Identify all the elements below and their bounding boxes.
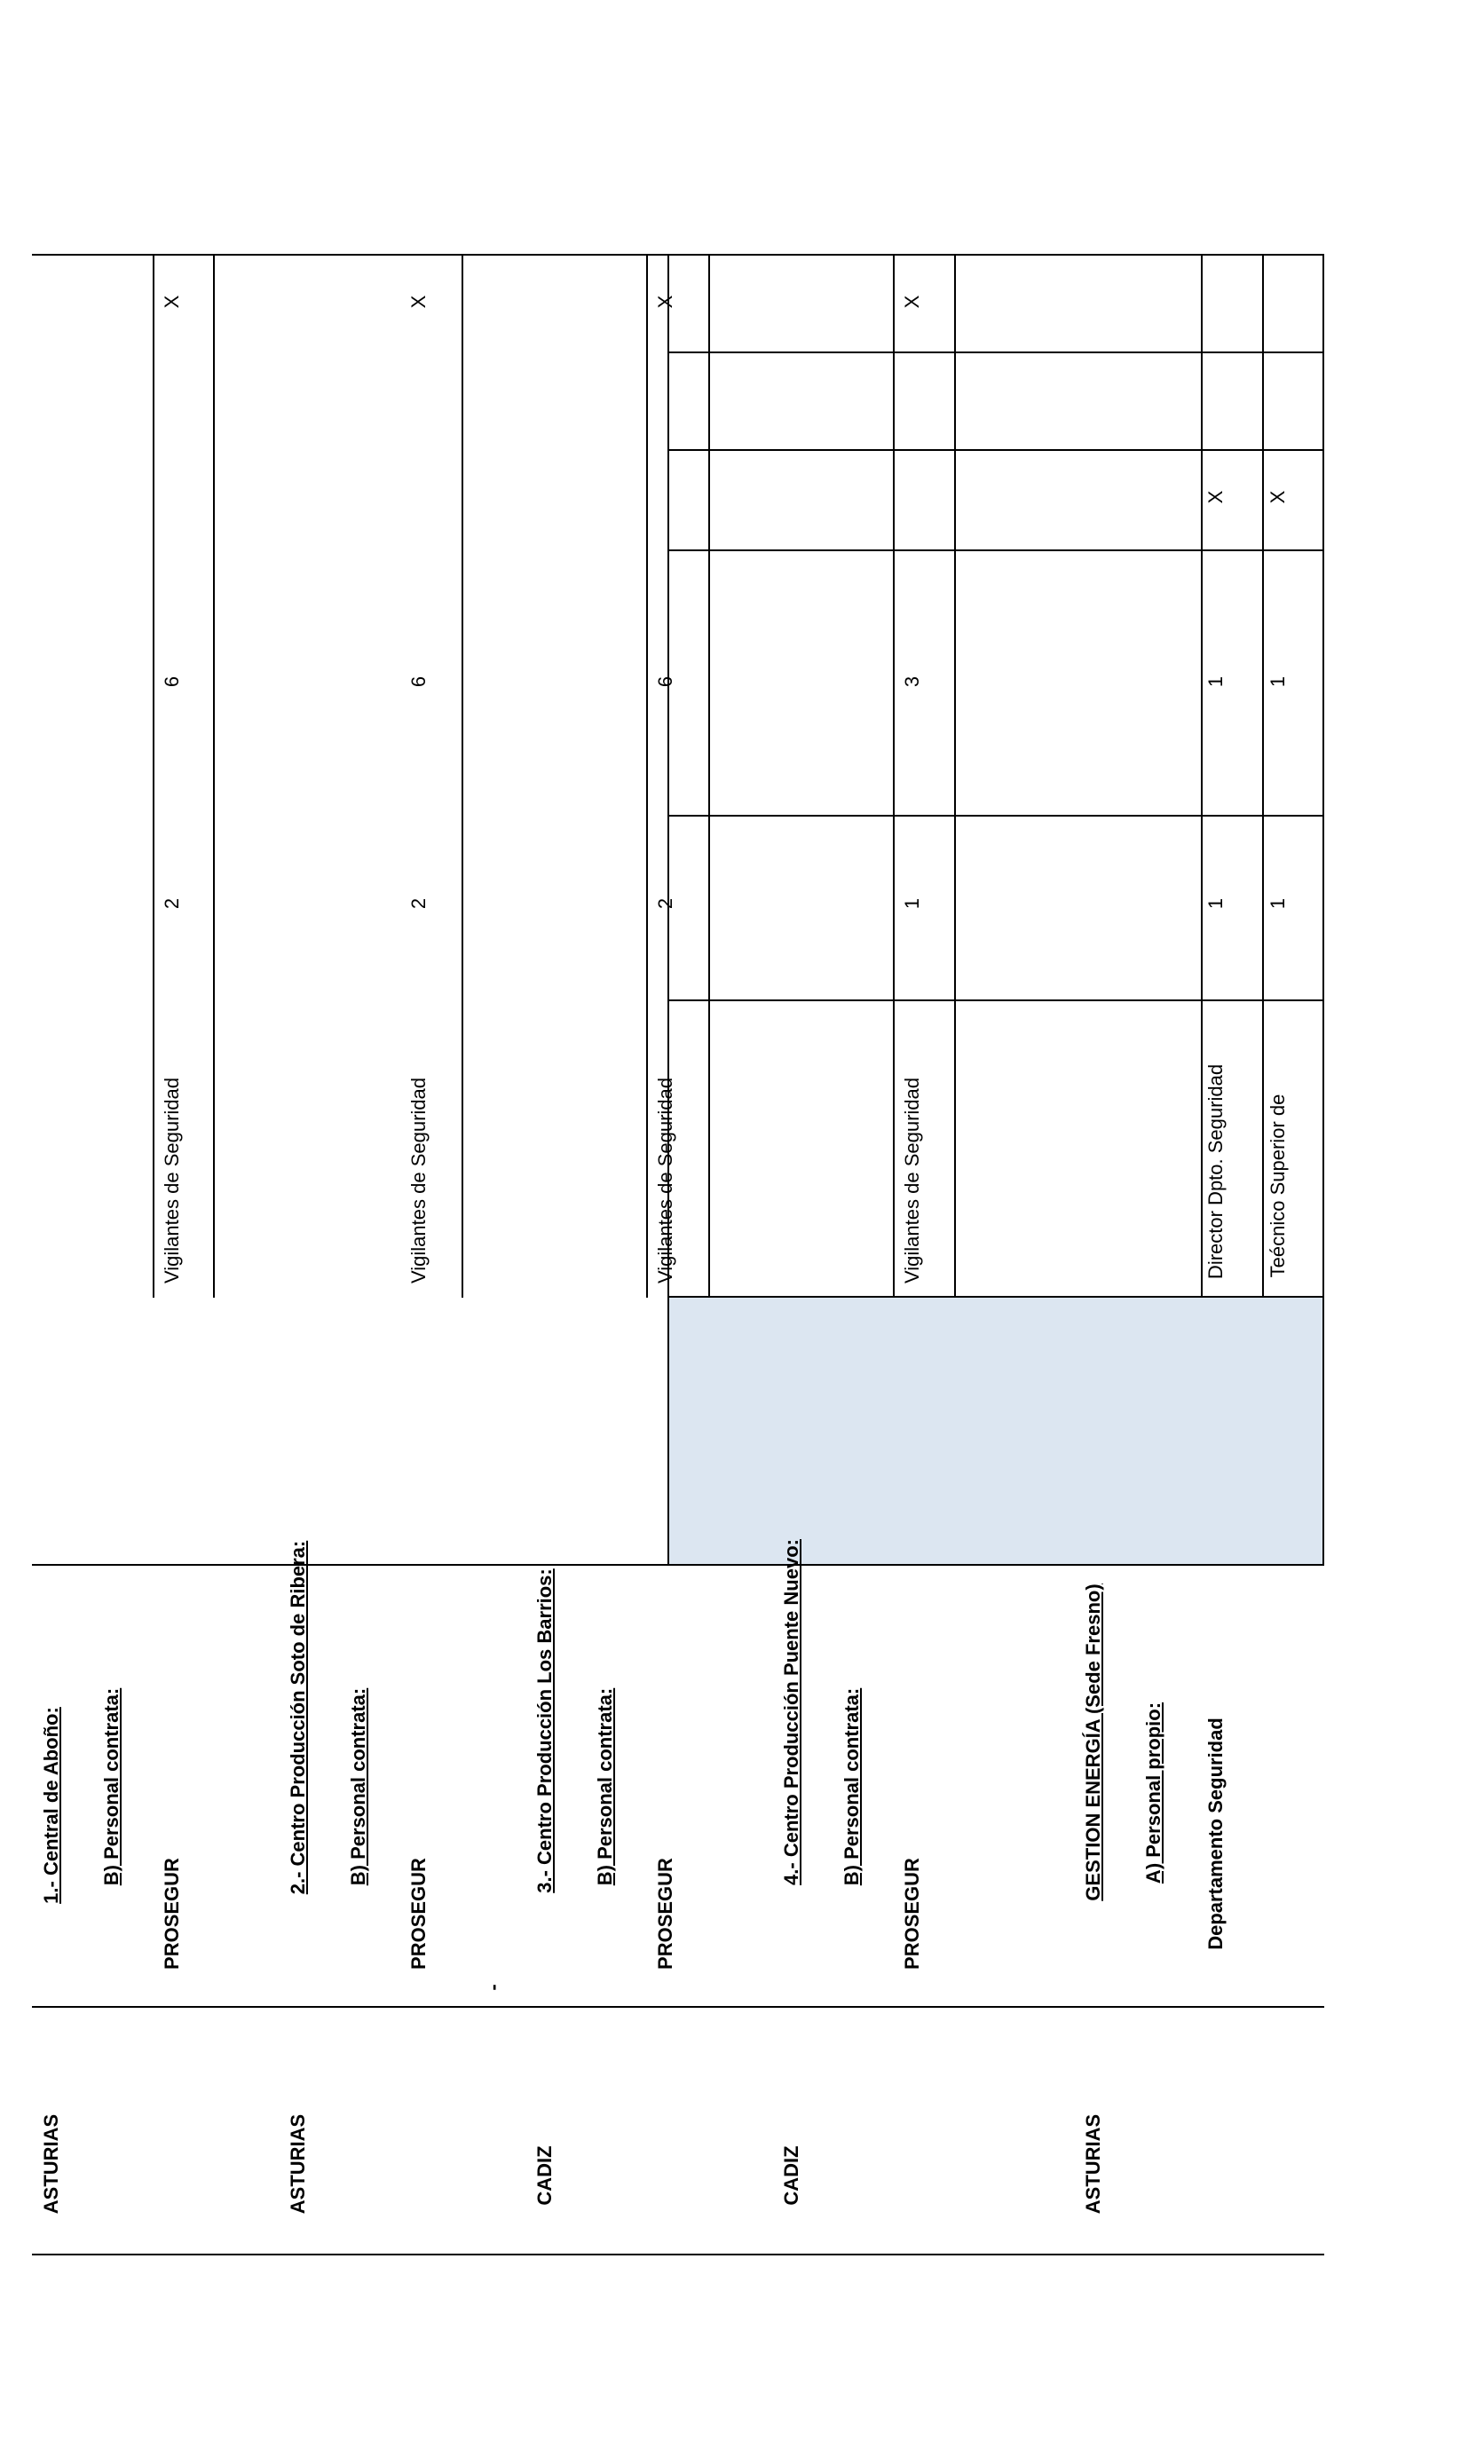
subsection-label: B) Personal contrata: [841,1687,863,1886]
company-name: PROSEGUR [901,1858,923,1970]
mark-x: X [161,295,183,309]
count-b: 6 [654,675,676,688]
count-a: 2 [654,897,676,910]
rule-line [708,254,710,1298]
province-label: ASTURIAS [287,2113,309,2215]
dash-mark: - [482,1984,504,1991]
count-a: 1 [1267,897,1289,910]
rule-line [893,254,895,1298]
province-label: ASTURIAS [40,2113,62,2215]
count-a: 1 [901,897,923,910]
rule-line [32,2006,1324,2008]
rule-line [1322,254,1324,1565]
rule-line [667,999,1324,1001]
rule-line [667,254,669,1565]
count-b: 1 [1267,675,1289,688]
province-label: CADIZ [533,2145,556,2206]
subsection-label: A) Personal propio: [1142,1702,1164,1884]
province-label: CADIZ [780,2145,802,2206]
role-name: Director Dpto. Seguridad [1204,1063,1227,1280]
rule-line [32,1564,1324,1566]
count-b: 1 [1204,675,1227,688]
rule-line [667,449,1324,451]
count-a: 2 [161,897,183,910]
shaded-cell-block [667,1297,1324,1564]
section-title: 2.- Centro Producción Soto de Ribera: [287,1540,309,1895]
rule-line [462,254,463,1298]
rule-line [1262,254,1264,1298]
mark-x: X [901,295,923,309]
section-title: GESTION ENERGÍA (Sede Fresno) [1082,1583,1104,1901]
role-name: Vigilantes de Seguridad [654,1078,676,1283]
rule-line [646,254,648,1298]
mark-x: X [1204,490,1227,504]
company-name: PROSEGUR [654,1858,676,1970]
rule-line [153,254,154,1298]
company-name: PROSEGUR [407,1858,430,1970]
rule-line [1201,254,1203,1298]
subsection-label: B) Personal contrata: [347,1687,369,1886]
company-name: PROSEGUR [161,1858,183,1970]
subsection-label: B) Personal contrata: [100,1687,122,1886]
rule-line [667,549,1324,551]
role-name: Vigilantes de Seguridad [161,1078,183,1283]
rule-line [32,254,1324,256]
count-b: 3 [901,675,923,688]
rule-line [667,1296,1324,1298]
company-name: Departamento Seguridad [1204,1718,1227,1950]
rule-line [954,254,956,1298]
rule-line [667,351,1324,353]
role-name: Teécnico Superior de [1267,1094,1289,1278]
mark-x: X [1267,490,1289,504]
section-title: 4.- Centro Producción Puente Nuevo: [780,1539,802,1885]
count-a: 2 [407,897,430,910]
role-name: Vigilantes de Seguridad [901,1078,923,1283]
count-b: 6 [407,675,430,688]
province-label: ASTURIAS [1082,2113,1104,2215]
rule-line [667,815,1324,817]
rule-line [32,2254,1324,2255]
section-title: 1.- Central de Aboño: [40,1707,62,1904]
count-b: 6 [161,675,183,688]
mark-x: X [407,295,430,309]
role-name: Vigilantes de Seguridad [407,1078,430,1283]
subsection-label: B) Personal contrata: [594,1687,616,1886]
section-title: 3.- Centro Producción Los Barrios: [533,1568,556,1893]
count-a: 1 [1204,897,1227,910]
mark-x: X [654,295,676,309]
rule-line [213,254,215,1298]
